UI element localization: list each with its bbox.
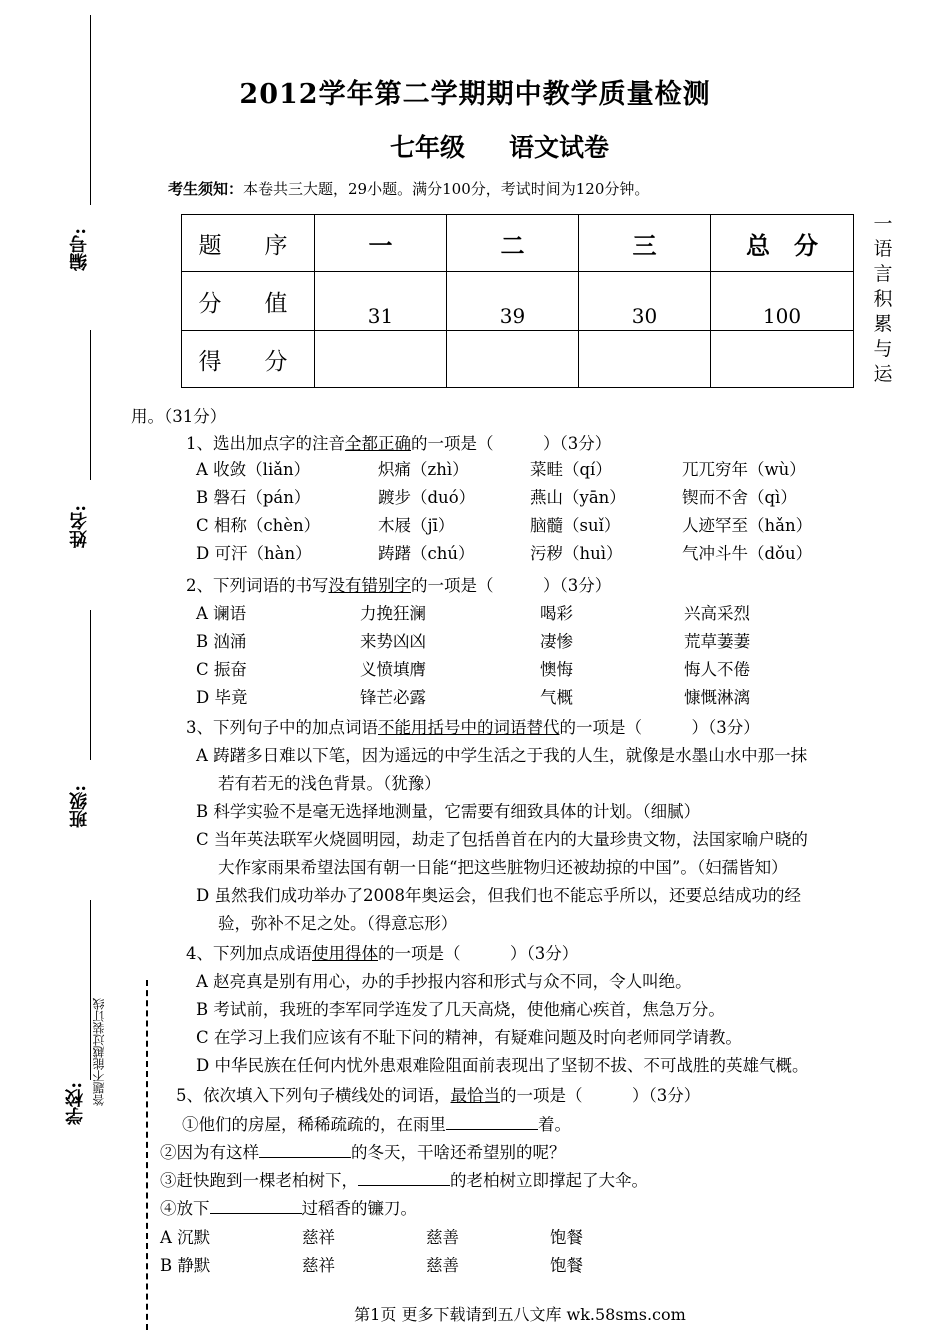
q1-b3: 燕山（yān） bbox=[530, 488, 626, 507]
q5-a3: 慈善 bbox=[426, 1228, 459, 1247]
q2-d1: D 毕竟 bbox=[196, 688, 248, 707]
q5-sentence-2 bbox=[160, 1142, 566, 1163]
value-two: 39 bbox=[447, 272, 579, 331]
q4-stem-b: 的一项是（ ）（3分） bbox=[378, 944, 579, 963]
q2-b2: 来势凶凶 bbox=[360, 632, 426, 651]
q2-d4: 慷慨淋漓 bbox=[684, 688, 750, 707]
exam-subtitle bbox=[390, 128, 653, 164]
q1-stem bbox=[186, 434, 611, 454]
value-three: 30 bbox=[579, 272, 711, 331]
q3-option-a-line2: 若有若无的浅色背景。（犹豫） bbox=[218, 774, 441, 793]
fill-blank[interactable] bbox=[210, 1198, 302, 1214]
exam-title: 2012学年第二学期期中教学质量检测 bbox=[239, 79, 711, 110]
q5-s1-a: ①他们的房屋，稀稀疏疏的，在雨里 bbox=[182, 1115, 446, 1134]
q3-option-d-line2: 验，弥补不足之处。（得意忘形） bbox=[218, 914, 458, 933]
q2-c4: 悔人不倦 bbox=[684, 660, 750, 679]
q2-d3: 气概 bbox=[540, 688, 573, 707]
score-cell[interactable] bbox=[447, 331, 579, 388]
q5-stem-a: 5、依次填入下列句子横线处的词语， bbox=[176, 1086, 451, 1105]
q5-s3-b: 的老柏树立即撑起了大伞。 bbox=[450, 1171, 648, 1190]
section1-vertical-title: 一语言积累与运 bbox=[873, 213, 893, 385]
page-footer: 第1页 更多下载请到五八文库 wk.58sms.com bbox=[354, 1305, 686, 1324]
q1-c4: 人迹罕至（hǎn） bbox=[682, 516, 813, 535]
fill-blank[interactable] bbox=[446, 1114, 538, 1130]
q2-d2: 锋芒必露 bbox=[360, 688, 426, 707]
notice-text: 本卷共三大题，29小题。满分100分，考试时间为120分钟。 bbox=[243, 180, 650, 198]
q1-c1: C 相称（chèn） bbox=[196, 516, 321, 535]
dashed-binding-line bbox=[146, 980, 148, 1330]
q5-a1: A 沉默 bbox=[160, 1228, 211, 1247]
q5-s1-b: 着。 bbox=[538, 1115, 571, 1134]
q5-sentence-4 bbox=[160, 1198, 417, 1219]
q2-stem-a: 2、下列词语的书写 bbox=[186, 576, 329, 595]
q5-a2: 慈祥 bbox=[302, 1228, 335, 1247]
q3-stem-a: 3、下列句子中的加点词语 bbox=[186, 718, 378, 737]
q4-stem-underlined: 使用得体 bbox=[312, 944, 378, 963]
q5-stem-underlined: 最恰当 bbox=[450, 1086, 500, 1105]
q1-stem-a: 1、选出加点字的注音 bbox=[186, 434, 345, 453]
row-label-score: 得 分 bbox=[182, 331, 315, 388]
q1-d3: 污秽（huì） bbox=[530, 544, 623, 563]
section-one: 一 bbox=[315, 215, 447, 272]
q5-s3-a: ③赶快跑到一棵老柏树下， bbox=[160, 1171, 358, 1190]
q3-stem-underlined: 不能用括号中的词语替代 bbox=[378, 718, 560, 737]
fill-blank[interactable] bbox=[358, 1170, 450, 1186]
q2-c2: 义愤填膺 bbox=[360, 660, 426, 679]
score-cell[interactable] bbox=[579, 331, 711, 388]
q2-b1: B 汹涌 bbox=[196, 632, 247, 651]
q2-c1: C 振奋 bbox=[196, 660, 247, 679]
no-cross-note: 答题不能越过装订线 bbox=[92, 998, 106, 1106]
table-row bbox=[182, 331, 854, 388]
class-label: 班级: bbox=[69, 785, 90, 828]
subject: 语文试卷 bbox=[509, 133, 610, 162]
q1-a3: 菜畦（qí） bbox=[530, 460, 612, 479]
score-cell[interactable] bbox=[711, 331, 854, 388]
q5-s4-a: ④放下 bbox=[160, 1199, 210, 1218]
q1-b1: B 磐石（pán） bbox=[196, 488, 311, 507]
q3-stem bbox=[186, 718, 760, 738]
score-cell[interactable] bbox=[315, 331, 447, 388]
q2-a1: A 谰语 bbox=[196, 604, 247, 623]
q1-stem-b: 的一项是（ ）（3分） bbox=[411, 434, 612, 453]
section-three: 三 bbox=[579, 215, 711, 272]
q3-stem-b: 的一项是（ ）（3分） bbox=[559, 718, 760, 737]
q5-b1: B 静默 bbox=[160, 1256, 211, 1275]
row-label-value: 分 值 bbox=[182, 272, 315, 331]
fill-blank[interactable] bbox=[259, 1142, 351, 1158]
q2-stem bbox=[186, 576, 611, 596]
id-label: 编号: bbox=[69, 228, 90, 271]
exam-notice bbox=[168, 178, 649, 199]
q4-option-c: C 在学习上我们应该有不耻下问的精神，有疑难问题及时向老师同学请教。 bbox=[196, 1028, 742, 1047]
q3-option-a-line1: A 踌躇多日难以下笔，因为遥远的中学生活之于我的人生，就像是水墨山水中那一抹 bbox=[196, 746, 808, 765]
q2-b3: 凄惨 bbox=[540, 632, 573, 651]
value-one: 31 bbox=[315, 272, 447, 331]
q5-sentence-3 bbox=[160, 1170, 648, 1191]
q1-b2: 踱步（duó） bbox=[378, 488, 476, 507]
q1-a2: 炽痛（zhì） bbox=[378, 460, 469, 479]
q3-option-c-line2: 大作家雨果希望法国有朝一日能“把这些脏物归还被劫掠的中国”。（妇孺皆知） bbox=[218, 858, 788, 877]
q4-option-d: D 中华民族在任何内忧外患艰难险阻面前表现出了坚韧不拔、不可战胜的英雄气概。 bbox=[196, 1056, 809, 1075]
q4-option-a: A 赵亮真是别有用心，办的手抄报内容和形式与众不同，令人叫绝。 bbox=[196, 972, 692, 991]
value-total: 100 bbox=[711, 272, 854, 331]
q1-a4: 兀兀穷年（wù） bbox=[682, 460, 806, 479]
q4-stem-a: 4、下列加点成语 bbox=[186, 944, 312, 963]
table-row bbox=[182, 272, 854, 331]
q5-stem bbox=[176, 1086, 700, 1106]
q1-stem-underlined: 全都正确 bbox=[345, 434, 411, 453]
q1-c3: 脑髓（suǐ） bbox=[530, 516, 621, 535]
binding-line bbox=[90, 610, 91, 760]
q4-option-b: B 考试前，我班的李军同学连发了几天高烧，使他痛心疾首，焦急万分。 bbox=[196, 1000, 725, 1019]
q3-option-c-line1: C 当年英法联军火烧圆明园，劫走了包括兽首在内的大量珍贵文物，法国家喻户晓的 bbox=[196, 830, 808, 849]
row-label-order: 题 序 bbox=[182, 215, 315, 272]
table-row bbox=[182, 215, 854, 272]
binding-line bbox=[90, 330, 91, 480]
q1-b4: 锲而不舍（qì） bbox=[682, 488, 797, 507]
notice-label: 考生须知： bbox=[168, 180, 244, 198]
section-two: 二 bbox=[447, 215, 579, 272]
q5-s2-a: ②因为有这样 bbox=[160, 1143, 259, 1162]
q5-s2-b: 的冬天，干啥还希望别的呢？ bbox=[351, 1143, 566, 1162]
q5-s4-b: 过稻香的镰刀。 bbox=[301, 1199, 417, 1218]
q1-d2: 踌躇（chú） bbox=[378, 544, 475, 563]
q2-a4: 兴高采烈 bbox=[684, 604, 750, 623]
q1-d1: D 可汗（hàn） bbox=[196, 544, 312, 563]
q3-option-d-line1: D 虽然我们成功举办了2008年奥运会，但我们也不能忘乎所以，还要总结成功的经 bbox=[196, 886, 801, 905]
score-table bbox=[181, 214, 854, 388]
q5-stem-b: 的一项是（ ）（3分） bbox=[500, 1086, 701, 1105]
q2-b4: 荒草萋萋 bbox=[684, 632, 750, 651]
q1-d4: 气冲斗牛（dǒu） bbox=[682, 544, 813, 563]
q2-stem-b: 的一项是（ ）（3分） bbox=[411, 576, 612, 595]
q4-stem bbox=[186, 944, 578, 964]
section1-title-tail: 用。（31分） bbox=[131, 407, 227, 426]
q5-b4: 饱餐 bbox=[550, 1256, 583, 1275]
q3-option-b: B 科学实验不是毫无选择地测量，它需要有细致具体的计划。（细腻） bbox=[196, 802, 701, 821]
q5-a4: 饱餐 bbox=[550, 1228, 583, 1247]
q1-c2: 木屐（jī） bbox=[378, 516, 455, 535]
school-label: 学校: bbox=[65, 1082, 86, 1125]
grade: 七年级 bbox=[390, 133, 466, 162]
q5-b3: 慈善 bbox=[426, 1256, 459, 1275]
q5-b2: 慈祥 bbox=[302, 1256, 335, 1275]
q5-sentence-1 bbox=[182, 1114, 571, 1135]
q1-a1: A 收敛（liǎn） bbox=[196, 460, 311, 479]
section-total: 总 分 bbox=[711, 215, 854, 272]
q2-a3: 喝彩 bbox=[540, 604, 573, 623]
name-label: 姓名: bbox=[69, 505, 90, 548]
q2-stem-underlined: 没有错别字 bbox=[328, 576, 411, 595]
q2-a2: 力挽狂澜 bbox=[360, 604, 426, 623]
q2-c3: 懊悔 bbox=[540, 660, 573, 679]
